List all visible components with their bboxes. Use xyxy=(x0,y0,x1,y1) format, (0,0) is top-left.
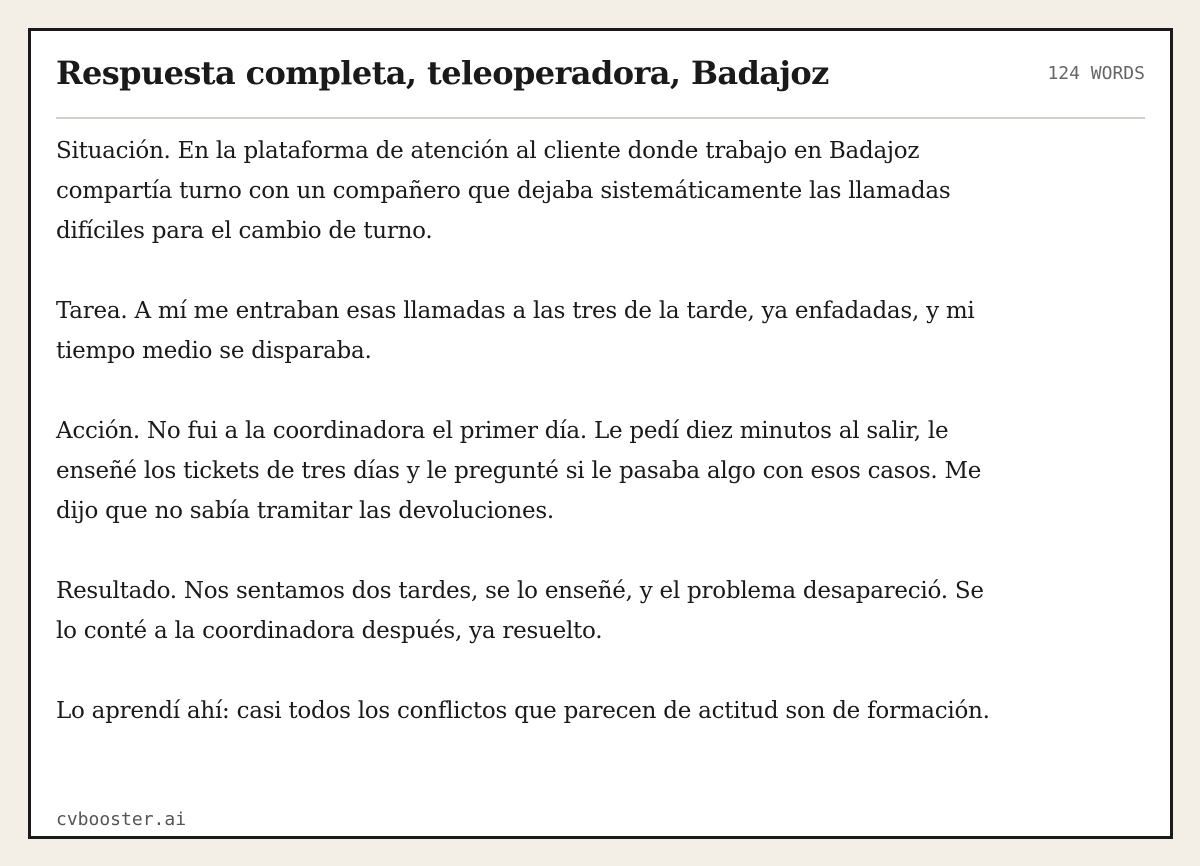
paragraph-lesson: Lo aprendí ahí: casi todos los conflictos que parecen de actitud son de formación. xyxy=(56,698,990,724)
paragraph-task: Tarea. A mí me entraban esas llamadas a las tres de la tarde, ya enfadadas, y mi tiempo medio se disparaba. xyxy=(56,298,975,364)
paragraph-situation: Situación. En la plataforma de atención al cliente donde trabajo en Badajoz compartía turno con un compañero que dejaba sistemáticamente las llamadas difíciles para el cambio de turno. xyxy=(56,138,951,244)
footer-brand: cvbooster.ai xyxy=(56,809,187,830)
word-count: 124 WORDS xyxy=(1047,63,1145,84)
paragraph-result: Resultado. Nos sentamos dos tardes, se lo enseñé, y el problema desapareció. Se lo conté a la coordinadora después, ya resuelto. xyxy=(56,578,984,644)
card-title: Respuesta completa, teleoperadora, Badajoz xyxy=(56,54,829,92)
answer-card xyxy=(28,28,1173,839)
paragraph-action: Acción. No fui a la coordinadora el primer día. Le pedí diez minutos al salir, le enseñé los tickets de tres días y le pregunté si le pasaba algo con esos casos. Me dijo que no sabía tramitar las devoluciones. xyxy=(56,418,982,524)
card-header xyxy=(56,53,1145,119)
answer-body xyxy=(56,131,1006,771)
